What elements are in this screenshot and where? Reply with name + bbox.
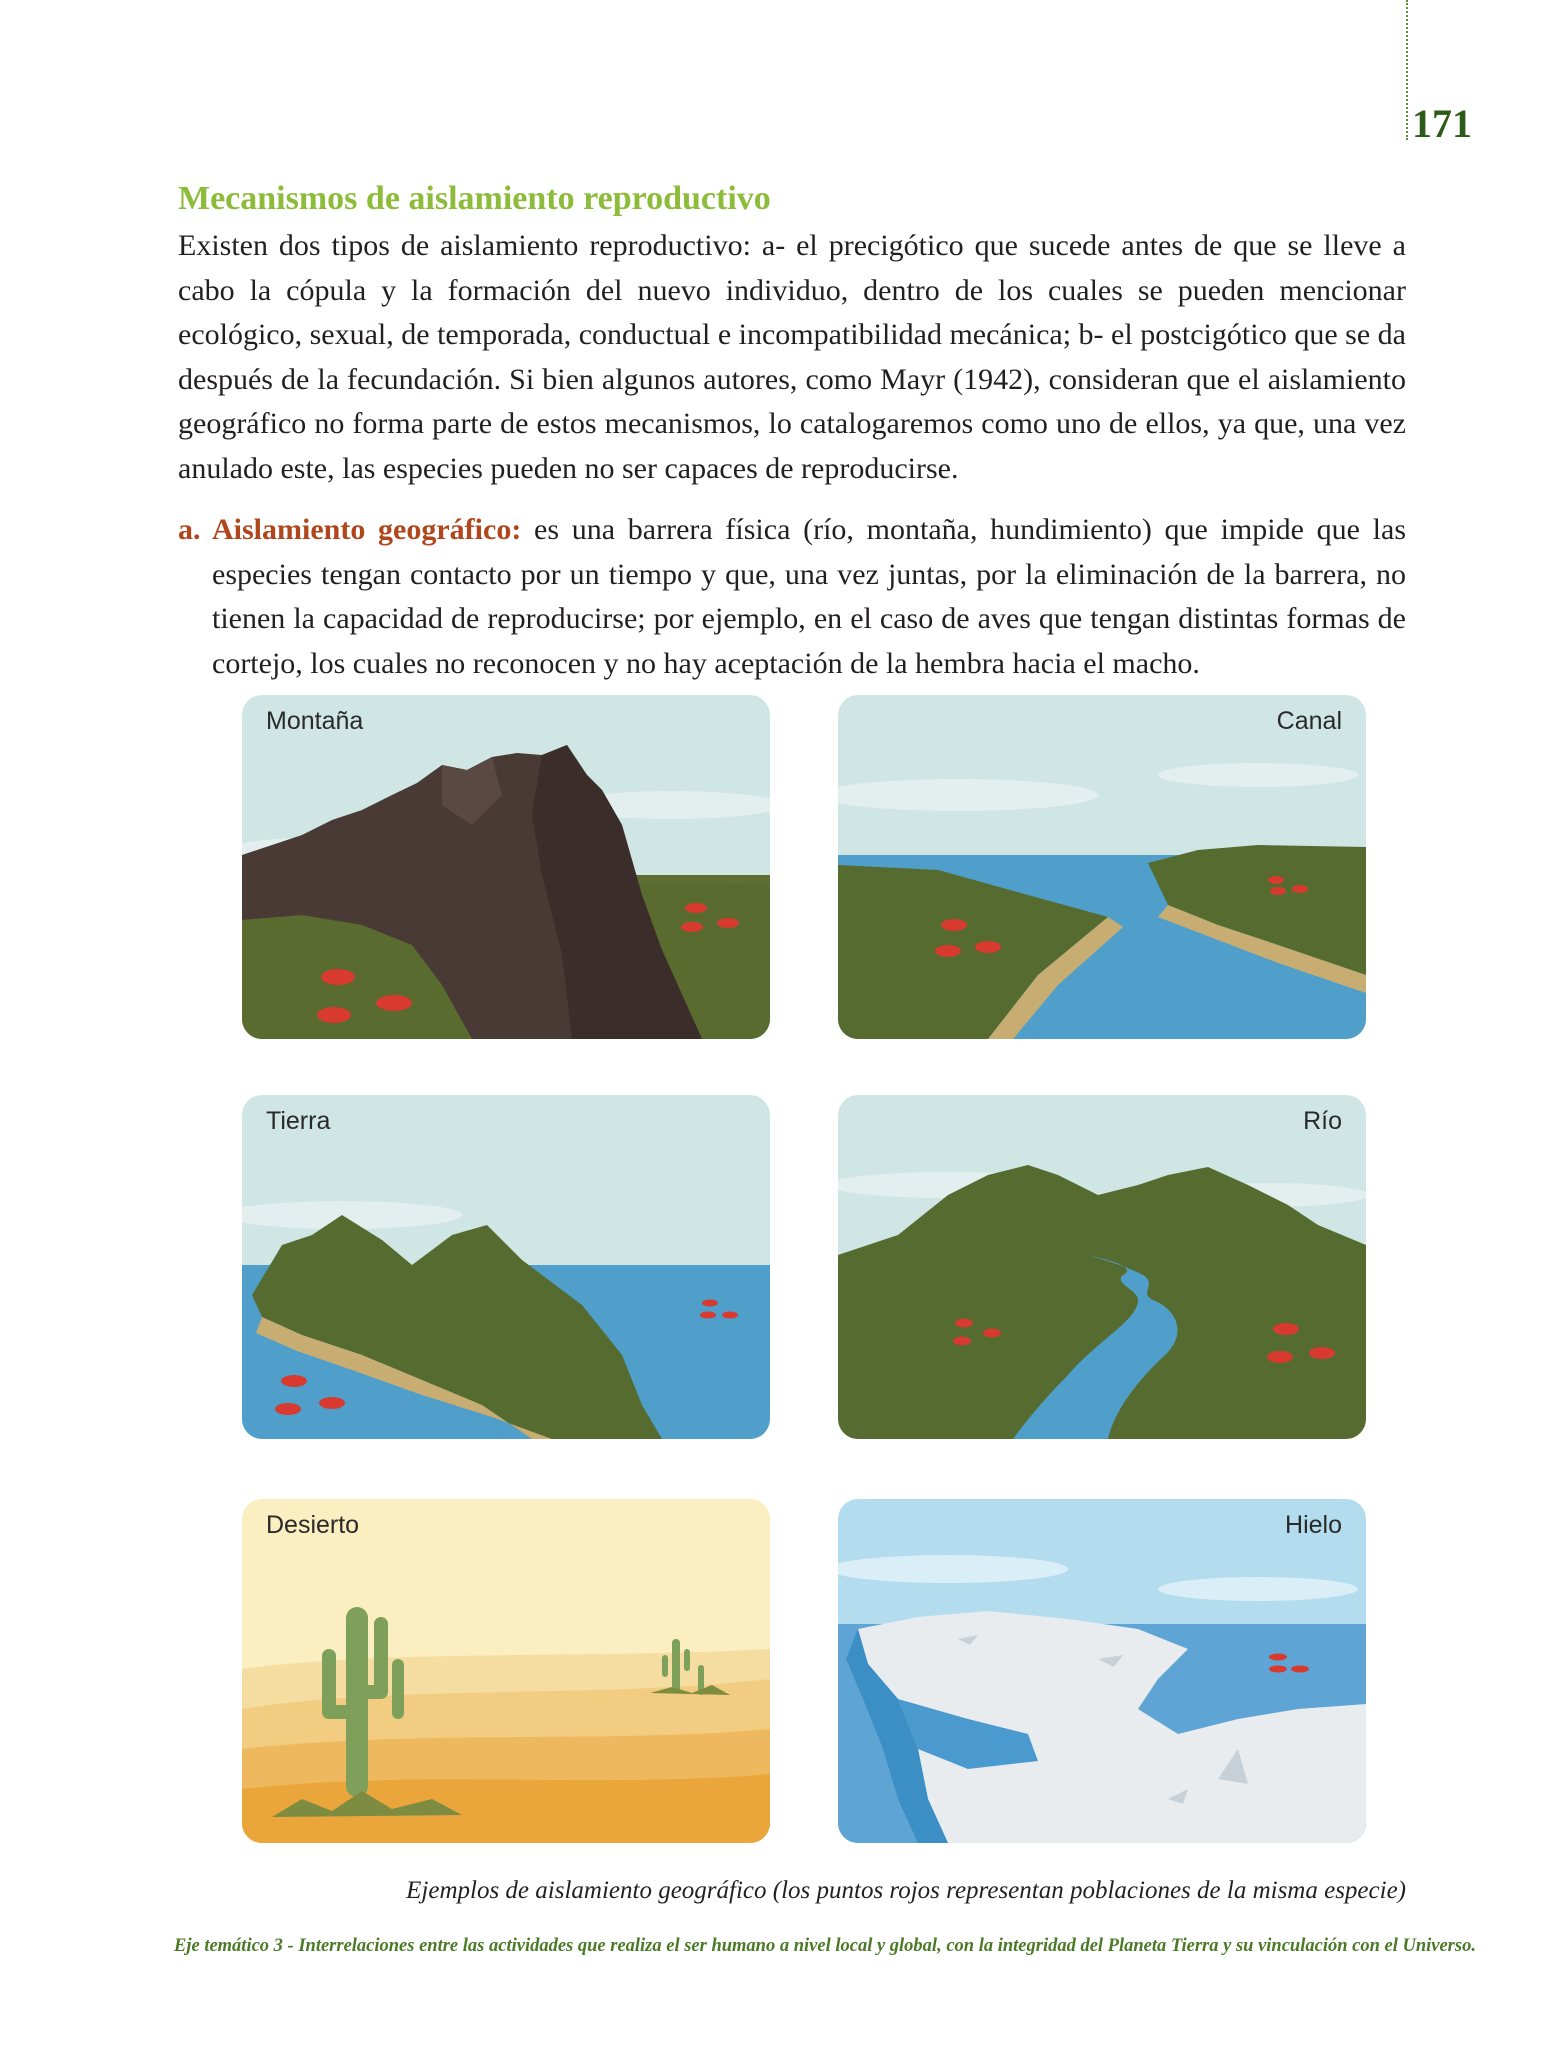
population-dot <box>955 1319 973 1328</box>
panel-label: Desierto <box>266 1511 360 1539</box>
population-dot <box>1292 885 1308 893</box>
panel-rio <box>838 1095 1366 1439</box>
population-dot <box>317 1007 351 1023</box>
margin-dotted-rule <box>1406 0 1408 140</box>
mountain-illustration <box>242 695 770 1039</box>
population-dot <box>1291 1666 1309 1673</box>
population-dot <box>1270 887 1286 895</box>
population-dot <box>941 919 967 931</box>
figure-caption: Ejemplos de aislamiento geográfico (los puntos rojos representan poblaciones de la misma especie) <box>406 1877 1406 1904</box>
list-item-geographic-isolation <box>178 508 1406 686</box>
population-dot <box>1268 876 1284 884</box>
panel-label: Montaña <box>266 707 364 735</box>
population-dot <box>717 918 739 928</box>
panel-montana <box>242 695 770 1039</box>
population-dot <box>376 995 412 1011</box>
population-dot <box>722 1312 738 1319</box>
panel-label: Tierra <box>266 1107 331 1135</box>
canal-illustration <box>838 695 1366 1039</box>
ice-illustration <box>838 1499 1366 1843</box>
panel-label: Río <box>1303 1107 1342 1135</box>
population-dot <box>1269 1666 1287 1673</box>
list-item-letter: a. <box>178 513 201 546</box>
population-dot <box>983 1329 1001 1338</box>
population-dot <box>685 903 707 913</box>
population-dot <box>935 945 961 957</box>
list-item-text: es una barrera física (río, montaña, hundimiento) que impide que las especies tengan contacto por un tiempo y que, una vez juntas, por la eliminación de la barrera, no tienen la capacidad de reproducirse; por ejemplo, en el caso de aves que tengan distintas formas de cortejo, los cuales no reconocen y no hay aceptación de la hembra hacia el macho. <box>212 513 1406 680</box>
population-dot <box>702 1300 718 1307</box>
panel-tierra <box>242 1095 770 1439</box>
population-dot <box>275 1403 301 1415</box>
desert-illustration <box>242 1499 770 1843</box>
population-dot <box>1269 1654 1287 1661</box>
land-illustration <box>242 1095 770 1439</box>
panel-label: Canal <box>1276 707 1342 735</box>
population-dot <box>953 1337 971 1346</box>
list-item-term: Aislamiento geográfico: <box>212 513 522 546</box>
panel-label: Hielo <box>1285 1511 1342 1539</box>
intro-paragraph: Existen dos tipos de aislamiento reproductivo: a- el precigótico que sucede antes de que se lleve a cabo la cópula y la formación del nuevo individuo, dentro de los cuales se pueden mencionar ecológico, sexual, de temporada, conductual e incompatibilidad mecánica; b- el postcigótico que se da después de la fecundación. Si bien algunos autores, como Mayr (1942), consideran que el aislamiento geográfico no forma parte de estos mecanismos, lo catalogaremos como uno de ellos, ya que, una vez anulado este, las especies pueden no ser capaces de reproducirse. <box>178 229 1406 485</box>
panel-hielo <box>838 1499 1366 1843</box>
population-dot <box>1273 1323 1299 1335</box>
panel-canal <box>838 695 1366 1039</box>
population-dot <box>681 922 703 932</box>
river-illustration <box>838 1095 1366 1439</box>
population-dot <box>319 1397 345 1409</box>
population-dot <box>281 1375 307 1387</box>
section-title: Mecanismos de aislamiento reproductivo <box>178 180 771 217</box>
population-dot <box>700 1312 716 1319</box>
page-number: 171 <box>1412 101 1472 146</box>
page-footer: Eje temático 3 - Interrelaciones entre las actividades que realiza el ser humano a nivel local y global, con la integridad del Planeta Tierra y su vinculación con el Universo. <box>174 1936 1476 1956</box>
list-item-body <box>212 508 1406 686</box>
population-dot <box>975 941 1001 953</box>
population-dot <box>1309 1347 1335 1359</box>
population-dot <box>321 969 355 985</box>
population-dot <box>1267 1351 1293 1363</box>
panel-desierto <box>242 1499 770 1843</box>
